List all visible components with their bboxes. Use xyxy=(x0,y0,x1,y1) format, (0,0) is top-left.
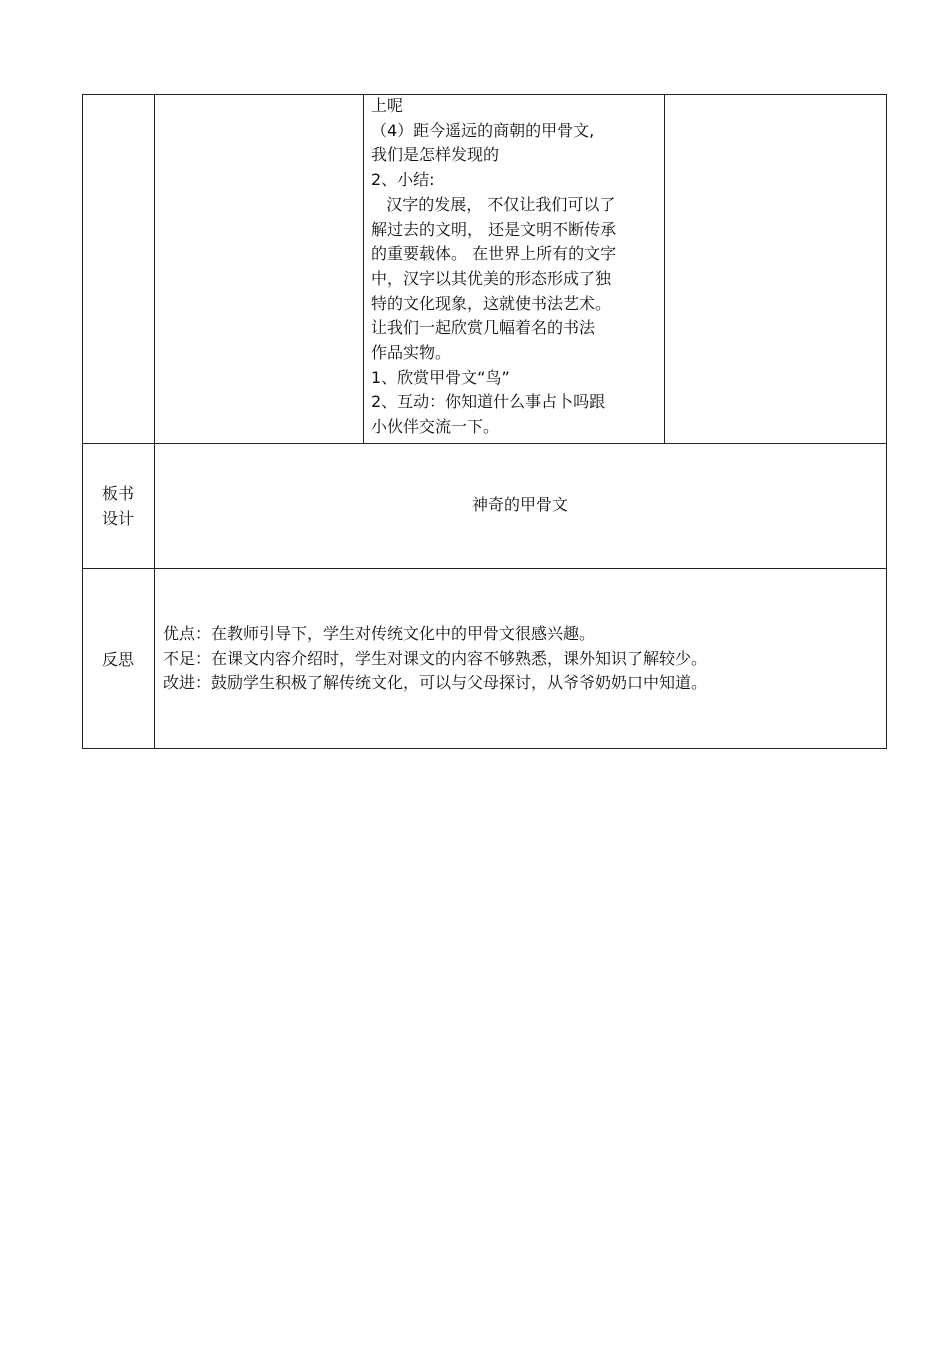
reflection-weakness: 不足：在课文内容介绍时，学生对课文的内容不够熟悉，课外知识了解较少。 xyxy=(163,648,708,668)
reflection-strength: 优点：在教师引导下，学生对传统文化中的甲骨文很感兴趣。 xyxy=(163,624,596,643)
table-border-right xyxy=(886,94,887,749)
activity-line: 特的文化现象，这就使书法艺术。 xyxy=(371,293,612,313)
activity-line: 2、互动：你知道什么事占卜吗跟 xyxy=(371,392,606,412)
board-design-label xyxy=(82,481,154,531)
activity-line: 汉字的发展， 不仅让我们可以了 xyxy=(371,194,616,214)
table-border-col2 xyxy=(363,94,364,444)
activity-line: 小伙伴交流一下。 xyxy=(371,417,500,437)
activity-line: 2、小结: xyxy=(371,170,435,190)
activity-line: 上呢 xyxy=(371,96,404,115)
table-border-row1-bottom xyxy=(82,443,887,444)
activity-line: 让我们一起欣赏几幅着名的书法 xyxy=(371,318,596,338)
reflection-improvement: 改进：鼓励学生积极了解传统文化，可以与父母探讨，从爷爷奶奶口中知道。 xyxy=(163,673,708,693)
activity-line: 的重要载体。 在世界上所有的文字 xyxy=(371,244,617,264)
activity-line: 解过去的文明， 还是文明不断传承 xyxy=(371,219,617,239)
reflection-content xyxy=(163,622,883,696)
reflection-label: 反思 xyxy=(101,650,134,669)
activity-line: 1、欣赏甲骨文“鸟” xyxy=(371,367,510,387)
table-border-row2-bottom xyxy=(82,568,887,569)
table-border-bottom xyxy=(82,748,887,749)
table-border-label-divider xyxy=(154,94,155,749)
activity-line: 作品实物。 xyxy=(371,343,452,363)
board-design-content: 神奇的甲骨文 xyxy=(471,495,568,514)
table-border-col3 xyxy=(664,94,665,444)
board-design-label-line1: 板书 xyxy=(101,484,134,503)
board-design-label-line2: 设计 xyxy=(101,509,134,528)
activity-line: 中，汉字以其优美的形态形成了独 xyxy=(371,268,612,288)
activity-cell xyxy=(371,94,661,440)
activity-line: （4）距今遥远的商朝的甲骨文, xyxy=(371,120,595,140)
activity-line: 我们是怎样发现的 xyxy=(371,145,500,165)
